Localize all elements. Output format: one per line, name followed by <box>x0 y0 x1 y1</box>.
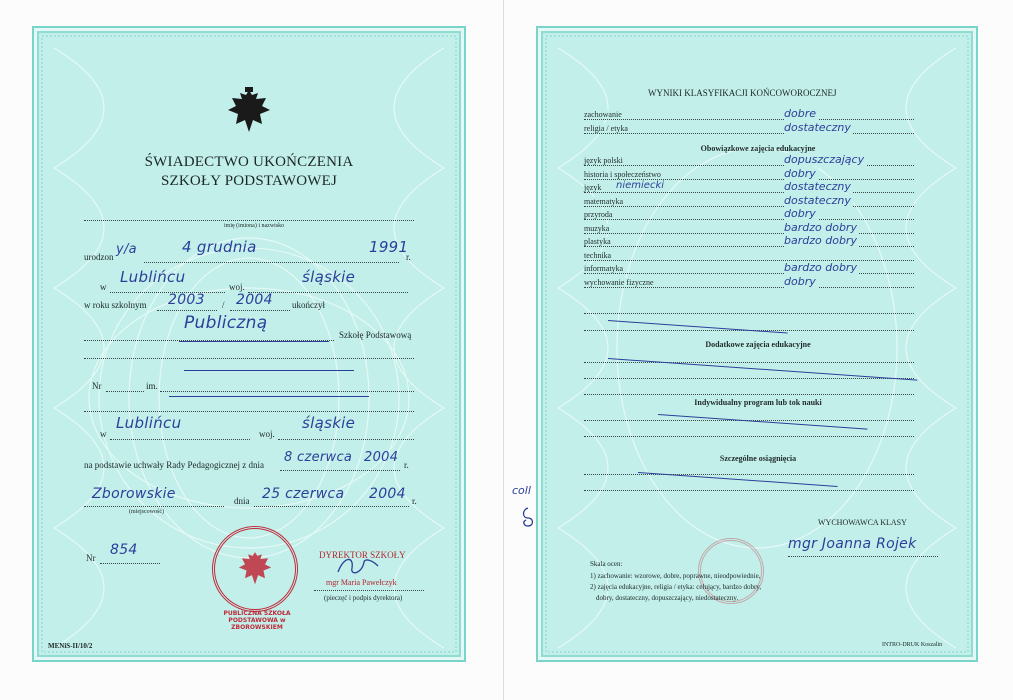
school-extra-line-2 <box>84 411 414 412</box>
stamp-text: PUBLICZNA SZKOŁA PODSTAWOWA w ZBOROWSKIEM <box>223 610 291 631</box>
resolution-date-handwritten: 8 czerwca <box>284 450 353 465</box>
religion-label: religia / etyka <box>584 124 628 133</box>
behaviour-row <box>584 107 914 122</box>
subject-row <box>584 251 914 263</box>
subject-row <box>584 180 914 195</box>
school-place-w-label: w <box>100 429 107 439</box>
completed-label: ukończył <box>292 300 325 310</box>
certificate-back-panel <box>536 26 978 662</box>
results-header: WYNIKI KLASYFIKACJI KOŃCOWOROCZNEJ <box>648 88 837 98</box>
born-year-handwritten: 1991 <box>369 238 409 256</box>
school-round-stamp <box>212 526 298 612</box>
subject-grade: dobry <box>784 274 816 288</box>
blank-line <box>584 362 914 363</box>
scale-line-1: 1) zachowanie: wzorowe, dobre, poprawne, nieodpowiednie, <box>590 572 761 580</box>
director-name: mgr Maria Pawełczyk <box>326 578 397 587</box>
margin-scribble <box>520 506 536 528</box>
scale-title: Skala ocen: <box>590 560 623 568</box>
cross-out-line-2 <box>169 396 369 397</box>
subject-grade: bardzo dobry <box>784 220 857 234</box>
certificate-nr-label: Nr <box>86 553 96 563</box>
blank-line <box>584 394 914 395</box>
certificate-title-line2: SZKOŁY PODSTAWOWEJ <box>160 173 338 189</box>
born-date-handwritten: 4 grudnia <box>182 238 257 256</box>
certificate-nr-line <box>100 563 160 564</box>
name-line <box>84 220 414 221</box>
school-place-line <box>110 439 250 440</box>
subject-label: plastyka <box>584 237 611 246</box>
cross-out-line <box>658 414 868 430</box>
achievements-header: Szczególne osiągnięcia <box>719 454 797 463</box>
polish-eagle-emblem <box>226 86 272 138</box>
issue-place-handwritten: Zborowskie <box>92 486 176 502</box>
blank-line <box>584 474 914 475</box>
birth-voiv-handwritten: śląskie <box>302 268 356 286</box>
subject-grade: dostateczny <box>784 193 851 207</box>
subject-row <box>584 193 914 209</box>
margin-note-handwritten: coll <box>512 484 531 497</box>
director-signature-line <box>314 590 424 591</box>
school-year-to-line <box>230 310 290 311</box>
school-type-label: Szkołę Podstawową <box>339 330 412 340</box>
school-woj-label: woj. <box>259 429 275 439</box>
row-leader <box>584 119 914 120</box>
school-year-label: w roku szkolnym <box>84 300 147 310</box>
school-place-handwritten: Lublińcu <box>116 414 182 432</box>
school-name-underline <box>179 341 329 342</box>
school-patron-line <box>160 391 414 392</box>
school-year-from-handwritten: 2003 <box>168 292 205 308</box>
row-leader <box>584 192 914 193</box>
subject-label: historia i społeczeństwo <box>584 169 661 179</box>
teacher-title: WYCHOWAWCA KLASY <box>818 518 907 527</box>
issue-r-label: r. <box>412 496 417 506</box>
director-signature <box>334 554 384 578</box>
mandatory-header: Obowiązkowe zajęcia edukacyjne <box>700 144 816 153</box>
born-suffix-handwritten: y/a <box>116 242 137 257</box>
subject-label: przyroda <box>584 210 613 219</box>
school-nr-line <box>106 391 144 392</box>
teacher-name-handwritten: mgr Joanna Rojek <box>788 536 917 552</box>
born-label: urodzon <box>84 252 114 262</box>
birth-woj-label: woj. <box>229 282 245 292</box>
subject-label: język <box>584 183 602 192</box>
subject-row <box>584 207 914 222</box>
school-im-label: im. <box>146 381 158 391</box>
scale-line-3: dobry, dostateczny, dopuszczający, niedostateczny. <box>596 594 739 602</box>
subject-row <box>584 274 914 290</box>
subject-label: technika <box>584 250 612 260</box>
school-nr-label: Nr <box>92 381 102 391</box>
blank-line <box>584 490 914 491</box>
subject-label: muzyka <box>584 223 610 233</box>
resolution-label: na podstawie uchwały Rady Pedagogicznej z dnia <box>84 460 264 470</box>
born-date-line <box>144 262 399 263</box>
subject-language-handwritten: niemiecki <box>616 180 665 191</box>
row-leader <box>584 246 914 247</box>
row-leader <box>584 133 914 134</box>
subject-label: informatyka <box>584 264 624 273</box>
birth-place-w-label: w <box>100 282 107 292</box>
blank-line <box>584 436 914 437</box>
school-year-slash: / <box>222 300 225 310</box>
issue-year-handwritten: 2004 <box>369 486 406 502</box>
row-leader <box>584 233 914 234</box>
subject-row <box>584 220 914 236</box>
issue-date-line <box>254 506 409 507</box>
subject-label: matematyka <box>584 196 624 206</box>
school-voiv-line <box>278 439 414 440</box>
issue-date-handwritten: 25 czerwca <box>262 486 345 502</box>
birth-place-handwritten: Lublińcu <box>120 268 186 286</box>
religion-grade: dostateczny <box>784 121 851 134</box>
school-year-from-line <box>157 310 217 311</box>
stamp-eagle-icon <box>237 549 273 589</box>
row-leader <box>584 273 914 274</box>
born-r-label: r. <box>406 252 411 262</box>
name-caption: imię (imiona) i nazwisko <box>224 223 285 229</box>
row-leader <box>584 287 914 288</box>
school-name-handwritten: Publiczną <box>184 313 268 333</box>
subject-grade: dobry <box>784 166 816 180</box>
resolution-year-handwritten: 2004 <box>364 450 399 465</box>
scale-line-2: 2) zajęcia edukacyjne, religia / etyka: celujący, bardzo dobry, <box>590 583 762 591</box>
certificate-front-panel <box>32 26 466 662</box>
printer-name: INTRO-DRUK Koszalin <box>882 642 943 648</box>
behaviour-grade: dobre <box>784 107 816 120</box>
row-leader <box>584 206 914 207</box>
individual-header: Indywidualny program lub tok nauki <box>694 398 822 407</box>
issue-place-line <box>84 506 224 507</box>
director-title: DYREKTOR SZKOŁY <box>319 550 406 560</box>
cross-out-line-1 <box>184 370 354 371</box>
row-leader <box>584 219 914 220</box>
subject-row <box>584 234 914 249</box>
additional-header: Dodatkowe zajęcia edukacyjne <box>705 340 811 349</box>
blank-line <box>584 313 914 314</box>
subject-grade: dostateczny <box>784 180 851 193</box>
row-leader <box>584 260 914 261</box>
subject-row <box>584 153 914 168</box>
resolution-date-line <box>280 470 400 471</box>
subject-label: język polski <box>584 156 623 165</box>
form-code: MENiS-II/10/2 <box>48 642 93 650</box>
blank-line <box>584 378 914 379</box>
behaviour-label: zachowanie <box>584 110 622 119</box>
subject-grade: bardzo dobry <box>784 261 857 274</box>
issue-dnia-label: dnia <box>234 496 250 506</box>
school-year-to-handwritten: 2004 <box>236 292 273 308</box>
certificate-number-handwritten: 854 <box>110 542 138 558</box>
left-page <box>0 0 503 700</box>
school-extra-line-1 <box>84 358 414 359</box>
director-caption: (pieczęć i podpis dyrektora) <box>324 594 403 602</box>
subject-label: wychowanie fizyczne <box>584 277 654 287</box>
subject-grade: dopuszczający <box>784 153 865 166</box>
subject-grade: dobry <box>784 207 816 220</box>
place-caption: (miejscowość) <box>129 509 164 515</box>
school-name-line <box>84 340 334 341</box>
cross-out-line <box>608 320 788 334</box>
teacher-signature-line <box>788 556 938 557</box>
subject-row <box>584 261 914 276</box>
resolution-r-label: r. <box>404 460 409 470</box>
school-voiv-handwritten: śląskie <box>302 414 356 432</box>
religion-row <box>584 121 914 136</box>
subject-grade: bardzo dobry <box>784 234 857 247</box>
certificate-title-line1: ŚWIADECTWO UKOŃCZENIA <box>144 154 354 170</box>
